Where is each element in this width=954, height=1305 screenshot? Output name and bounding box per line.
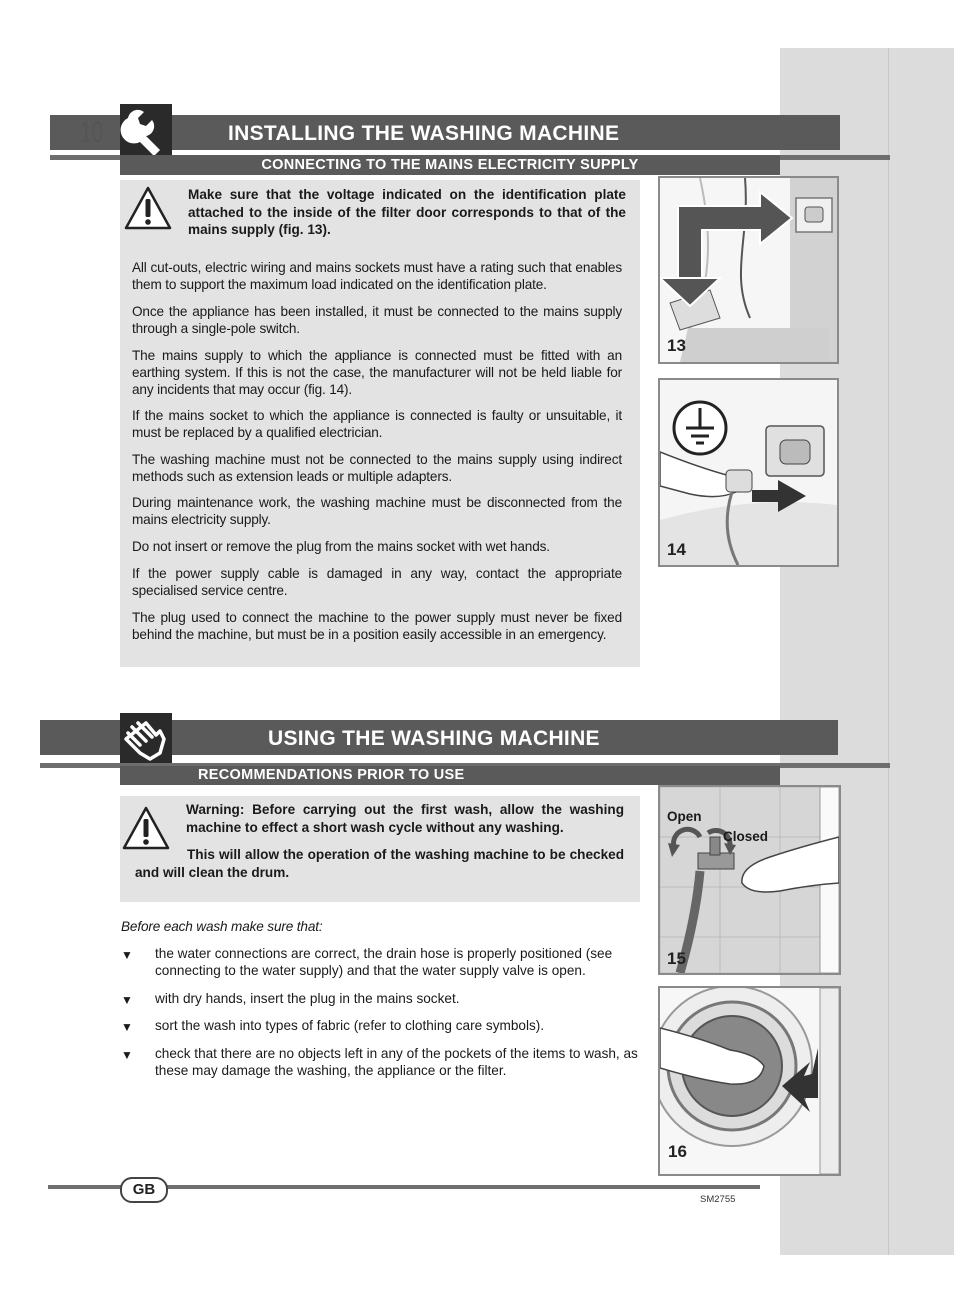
bullet-triangle-icon: ▼ xyxy=(121,1020,133,1034)
install-paragraph: During maintenance work, the washing machine must be disconnected from the mains electricity supply. xyxy=(132,495,622,527)
install-paragraph: If the mains socket to which the appliance is connected is faulty or unsuitable, it must be replaced by a qualified electrician. xyxy=(132,408,622,440)
document-code: SM2755 xyxy=(700,1194,736,1205)
list-item-text: check that there are no objects left in any of the pockets of the items to wash, as these may damage the washing, the appliance or the filter. xyxy=(155,1046,638,1078)
using-list-item xyxy=(121,1017,641,1034)
hand-icon xyxy=(120,713,172,765)
using-list-item xyxy=(121,1045,641,1079)
warning-triangle-icon xyxy=(122,806,170,850)
figure-14-illustration xyxy=(660,380,837,565)
list-item-text: the water connections are correct, the drain hose is properly positioned (see connecting to the water supply) and that the water supply valve is open. xyxy=(155,946,613,978)
install-subtitle: CONNECTING TO THE MAINS ELECTRICITY SUPPLY xyxy=(120,155,780,175)
figure-13 xyxy=(658,176,839,364)
bullet-triangle-icon: ▼ xyxy=(121,1048,133,1062)
list-item-text: sort the wash into types of fabric (refer to clothing care symbols). xyxy=(155,1018,545,1033)
install-paragraph: The washing machine must not be connected to the mains supply using indirect methods such as extension leads or multiple adapters. xyxy=(132,452,622,484)
list-item-text: with dry hands, insert the plug in the mains socket. xyxy=(155,991,460,1006)
using-list-item xyxy=(121,945,641,979)
page-number: 10 xyxy=(80,116,104,149)
install-paragraph: All cut-outs, electric wiring and mains sockets must have a rating such that enables them to support the maximum load indicated on the identification plate. xyxy=(132,260,622,292)
figure-14-number: 14 xyxy=(667,540,686,559)
using-title: USING THE WASHING MACHINE xyxy=(268,727,600,750)
using-warning-text: Warning: Before carrying out the first wash, allow the washing machine to effect a short wash cycle without any washing. xyxy=(186,802,624,835)
install-paragraph: If the power supply cable is damaged in any way, contact the appropriate specialised service centre. xyxy=(132,566,622,598)
language-badge: GB xyxy=(120,1177,168,1203)
install-warning-text: Make sure that the voltage indicated on the identification plate attached to the inside of the filter door corresponds to that of the mains supply (fig. 13). xyxy=(188,187,626,237)
figure-13-illustration xyxy=(660,178,837,362)
install-paragraph: Once the appliance has been installed, it must be connected to the mains supply through a single-pole switch. xyxy=(132,304,622,336)
wrench-icon xyxy=(120,104,172,156)
install-paragraph: Do not insert or remove the plug from the mains socket with wet hands. xyxy=(132,539,550,554)
using-list-item xyxy=(121,990,641,1007)
sidebar-divider xyxy=(888,48,889,1255)
bullet-triangle-icon: ▼ xyxy=(121,993,133,1007)
install-paragraph: The mains supply to which the appliance is connected must be fitted with an earthing system. If this is not the case, the manufacturer will not be held liable for any incidents that may occur (fig. 14). xyxy=(132,348,622,397)
figure-15-number: 15 xyxy=(667,949,686,968)
using-subtitle-bar xyxy=(120,766,780,785)
valve-open-label: Open xyxy=(667,809,702,824)
figure-16 xyxy=(658,986,841,1176)
install-paragraph: The plug used to connect the machine to the power supply must never be fixed behind the machine, but must be in a position easily accessible in an emergency. xyxy=(132,610,622,642)
valve-closed-label: Closed xyxy=(723,829,769,844)
figure-16-number: 16 xyxy=(668,1142,687,1161)
figure-13-number: 13 xyxy=(667,336,686,355)
using-intro: Before each wash make sure that: xyxy=(121,919,323,934)
install-title: INSTALLING THE WASHING MACHINE xyxy=(228,122,620,145)
figure-15 xyxy=(658,785,841,975)
figure-14 xyxy=(658,378,839,567)
warning-triangle-icon xyxy=(124,186,172,230)
using-subtitle: RECOMMENDATIONS PRIOR TO USE xyxy=(198,767,465,783)
bullet-triangle-icon: ▼ xyxy=(121,948,133,962)
using-warning-text-2: This will allow the operation of the washing machine to be checked and will clean the drum. xyxy=(135,847,624,880)
